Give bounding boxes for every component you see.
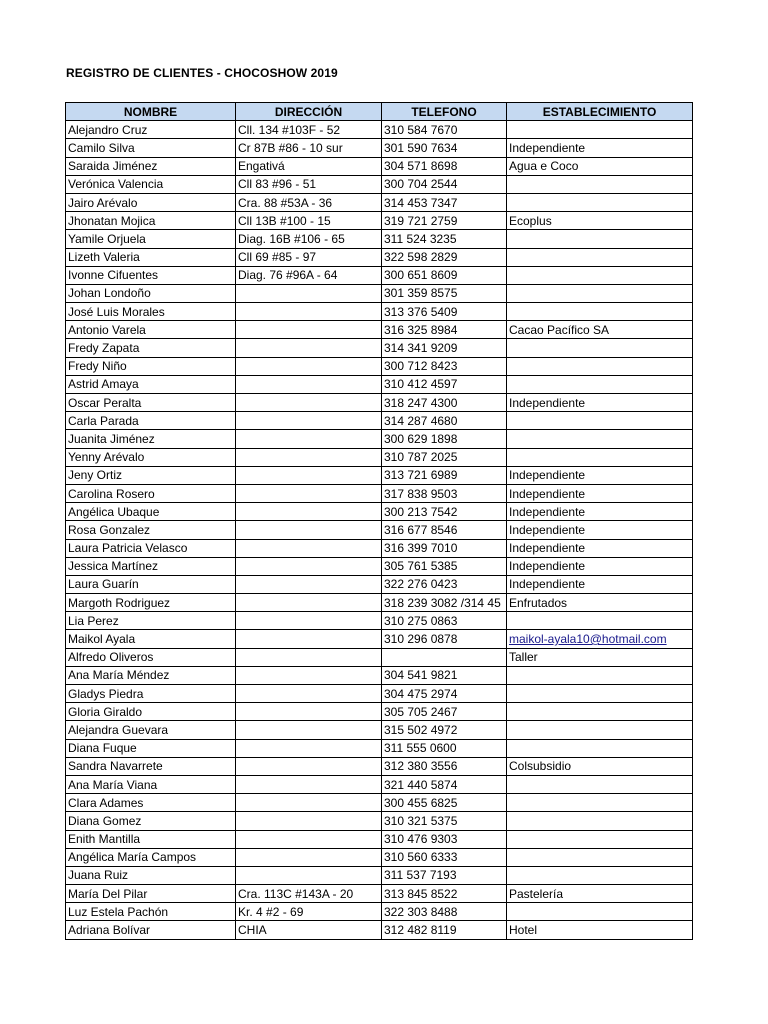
direccion-cell[interactable]: Cr 87B #86 - 10 sur	[236, 139, 382, 157]
table-row	[66, 830, 693, 848]
establecimiento-cell[interactable]	[507, 848, 693, 866]
table-row	[66, 448, 693, 466]
telefono-cell[interactable]: 321 440 5874	[382, 775, 507, 793]
direccion-cell[interactable]	[236, 375, 382, 393]
table-row	[66, 612, 693, 630]
nombre-cell[interactable]: Carolina Rosero	[66, 484, 236, 502]
table-row	[66, 630, 693, 648]
nombre-cell[interactable]: Verónica Valencia	[66, 175, 236, 193]
direccion-cell[interactable]	[236, 812, 382, 830]
table-row	[66, 921, 693, 939]
nombre-cell[interactable]: Carla Parada	[66, 412, 236, 430]
establecimiento-cell[interactable]	[507, 903, 693, 921]
direccion-cell[interactable]	[236, 503, 382, 521]
direccion-cell[interactable]	[236, 357, 382, 375]
nombre-cell[interactable]: Angélica Ubaque	[66, 503, 236, 521]
establecimiento-cell[interactable]: Colsubsidio	[507, 757, 693, 775]
nombre-cell[interactable]: Enith Mantilla	[66, 830, 236, 848]
table-row	[66, 230, 693, 248]
telefono-cell[interactable]: 305 761 5385	[382, 557, 507, 575]
nombre-cell[interactable]: Diana Gomez	[66, 812, 236, 830]
direccion-cell[interactable]: Cll 13B #100 - 15	[236, 212, 382, 230]
telefono-cell[interactable]: 300 704 2544	[382, 175, 507, 193]
direccion-cell[interactable]: Cll 83 #96 - 51	[236, 175, 382, 193]
establecimiento-cell[interactable]	[507, 266, 693, 284]
telefono-cell[interactable]: 310 275 0863	[382, 612, 507, 630]
establecimiento-cell[interactable]	[507, 193, 693, 211]
nombre-cell[interactable]: Jessica Martínez	[66, 557, 236, 575]
table-row	[66, 721, 693, 739]
telefono-cell[interactable]: 310 560 6333	[382, 848, 507, 866]
table-row	[66, 193, 693, 211]
direccion-cell[interactable]	[236, 412, 382, 430]
table-row	[66, 139, 693, 157]
table-row	[66, 412, 693, 430]
table-row	[66, 503, 693, 521]
table-row	[66, 812, 693, 830]
table-row	[66, 303, 693, 321]
nombre-cell[interactable]: Camilo Silva	[66, 139, 236, 157]
table-row	[66, 685, 693, 703]
nombre-cell[interactable]: Diana Fuque	[66, 739, 236, 757]
telefono-cell[interactable]: 314 287 4680	[382, 412, 507, 430]
table-row	[66, 575, 693, 593]
establecimiento-cell[interactable]: Independiente	[507, 394, 693, 412]
nombre-cell[interactable]: Oscar Peralta	[66, 394, 236, 412]
telefono-cell[interactable]: 310 584 7670	[382, 121, 507, 139]
telefono-cell[interactable]: 300 651 8609	[382, 266, 507, 284]
table-row	[66, 775, 693, 793]
telefono-cell[interactable]: 304 571 8698	[382, 157, 507, 175]
table-body	[66, 121, 693, 939]
establecimiento-cell[interactable]	[507, 866, 693, 884]
nombre-cell[interactable]: Lia Perez	[66, 612, 236, 630]
table-row	[66, 321, 693, 339]
nombre-cell[interactable]: Gladys Piedra	[66, 685, 236, 703]
establecimiento-cell[interactable]	[507, 339, 693, 357]
table-row	[66, 375, 693, 393]
establecimiento-cell[interactable]	[507, 794, 693, 812]
nombre-cell[interactable]: Margoth Rodriguez	[66, 594, 236, 612]
nombre-cell[interactable]: José Luis Morales	[66, 303, 236, 321]
direccion-cell[interactable]: Cra. 113C #143A - 20	[236, 885, 382, 903]
telefono-cell[interactable]: 310 296 0878	[382, 630, 507, 648]
table-row	[66, 284, 693, 302]
table-row	[66, 121, 693, 139]
establecimiento-cell[interactable]	[507, 812, 693, 830]
establecimiento-cell[interactable]	[507, 685, 693, 703]
direccion-cell[interactable]	[236, 648, 382, 666]
table-row	[66, 848, 693, 866]
telefono-cell[interactable]: 316 677 8546	[382, 521, 507, 539]
telefono-cell[interactable]: 305 705 2467	[382, 703, 507, 721]
nombre-cell[interactable]: Laura Patricia Velasco	[66, 539, 236, 557]
direccion-cell[interactable]: Cll. 134 #103F - 52	[236, 121, 382, 139]
table-row	[66, 248, 693, 266]
table-row	[66, 794, 693, 812]
direccion-cell[interactable]	[236, 430, 382, 448]
table-row	[66, 175, 693, 193]
establecimiento-cell[interactable]	[507, 121, 693, 139]
direccion-cell[interactable]	[236, 775, 382, 793]
column-header-direccion[interactable]: DIRECCIÓN	[236, 103, 382, 121]
telefono-cell[interactable]: 318 247 4300	[382, 394, 507, 412]
direccion-cell[interactable]	[236, 685, 382, 703]
direccion-cell[interactable]	[236, 630, 382, 648]
telefono-cell[interactable]: 312 482 8119	[382, 921, 507, 939]
nombre-cell[interactable]: Jeny Ortiz	[66, 466, 236, 484]
nombre-cell[interactable]: Gloria Giraldo	[66, 703, 236, 721]
nombre-cell[interactable]: Ivonne Cifuentes	[66, 266, 236, 284]
direccion-cell[interactable]	[236, 539, 382, 557]
establecimiento-cell[interactable]: Independiente	[507, 521, 693, 539]
nombre-cell[interactable]: Astrid Amaya	[66, 375, 236, 393]
establecimiento-cell[interactable]	[507, 666, 693, 684]
telefono-cell[interactable]	[382, 648, 507, 666]
table-row	[66, 157, 693, 175]
table-row	[66, 466, 693, 484]
establecimiento-cell[interactable]	[507, 357, 693, 375]
establecimiento-cell[interactable]: Independiente	[507, 575, 693, 593]
establecimiento-cell[interactable]: Ecoplus	[507, 212, 693, 230]
establecimiento-cell[interactable]	[507, 775, 693, 793]
establecimiento-cell[interactable]	[507, 230, 693, 248]
establecimiento-cell[interactable]	[507, 830, 693, 848]
establecimiento-cell[interactable]: Agua e Coco	[507, 157, 693, 175]
table-row	[66, 666, 693, 684]
direccion-cell[interactable]	[236, 866, 382, 884]
telefono-cell[interactable]: 304 541 9821	[382, 666, 507, 684]
nombre-cell[interactable]: Adriana Bolívar	[66, 921, 236, 939]
telefono-cell[interactable]: 301 590 7634	[382, 139, 507, 157]
telefono-cell[interactable]: 314 453 7347	[382, 193, 507, 211]
establecimiento-cell[interactable]: Hotel	[507, 921, 693, 939]
table-row	[66, 648, 693, 666]
telefono-cell[interactable]: 304 475 2974	[382, 685, 507, 703]
nombre-cell[interactable]: Clara Adames	[66, 794, 236, 812]
direccion-cell[interactable]	[236, 575, 382, 593]
table-row	[66, 903, 693, 921]
direccion-cell[interactable]	[236, 666, 382, 684]
nombre-cell[interactable]: Ana María Viana	[66, 775, 236, 793]
establecimiento-cell[interactable]	[507, 703, 693, 721]
nombre-cell[interactable]: Luz Estela Pachón	[66, 903, 236, 921]
telefono-cell[interactable]: 311 537 7193	[382, 866, 507, 884]
direccion-cell[interactable]	[236, 484, 382, 502]
telefono-cell[interactable]: 322 276 0423	[382, 575, 507, 593]
establecimiento-cell[interactable]: Enfrutados	[507, 594, 693, 612]
establecimiento-cell[interactable]	[507, 630, 693, 648]
establecimiento-cell[interactable]: Taller	[507, 648, 693, 666]
direccion-cell[interactable]: Diag. 76 #96A - 64	[236, 266, 382, 284]
establecimiento-cell[interactable]: Pastelería	[507, 885, 693, 903]
direccion-cell[interactable]: CHIA	[236, 921, 382, 939]
telefono-cell[interactable]: 319 721 2759	[382, 212, 507, 230]
table-row	[66, 739, 693, 757]
nombre-cell[interactable]: Saraida Jiménez	[66, 157, 236, 175]
nombre-cell[interactable]: María Del Pilar	[66, 885, 236, 903]
nombre-cell[interactable]: Yamile Orjuela	[66, 230, 236, 248]
nombre-cell[interactable]: Angélica María Campos	[66, 848, 236, 866]
nombre-cell[interactable]: Sandra Navarrete	[66, 757, 236, 775]
telefono-cell[interactable]: 315 502 4972	[382, 721, 507, 739]
nombre-cell[interactable]: Jairo Arévalo	[66, 193, 236, 211]
nombre-cell[interactable]: Yenny Arévalo	[66, 448, 236, 466]
direccion-cell[interactable]: Kr. 4 #2 - 69	[236, 903, 382, 921]
establecimiento-cell[interactable]	[507, 175, 693, 193]
telefono-cell[interactable]: 300 712 8423	[382, 357, 507, 375]
establecimiento-cell[interactable]: Independiente	[507, 503, 693, 521]
direccion-cell[interactable]	[236, 557, 382, 575]
table-row	[66, 394, 693, 412]
clients-table	[65, 102, 693, 940]
direccion-cell[interactable]	[236, 830, 382, 848]
establecimiento-cell[interactable]: Independiente	[507, 539, 693, 557]
direccion-cell[interactable]	[236, 703, 382, 721]
column-header-telefono[interactable]: TELEFONO	[382, 103, 507, 121]
establecimiento-cell[interactable]	[507, 430, 693, 448]
direccion-cell[interactable]	[236, 448, 382, 466]
direccion-cell[interactable]	[236, 594, 382, 612]
nombre-cell[interactable]: Alejandra Guevara	[66, 721, 236, 739]
nombre-cell[interactable]: Jhonatan Mojica	[66, 212, 236, 230]
establecimiento-cell[interactable]	[507, 739, 693, 757]
sheet-title: REGISTRO DE CLIENTES - CHOCOSHOW 2019	[66, 66, 338, 80]
nombre-cell[interactable]: Maikol Ayala	[66, 630, 236, 648]
telefono-cell[interactable]: 313 721 6989	[382, 466, 507, 484]
nombre-cell[interactable]: Antonio Varela	[66, 321, 236, 339]
table-row	[66, 594, 693, 612]
nombre-cell[interactable]: Lizeth Valeria	[66, 248, 236, 266]
nombre-cell[interactable]: Alejandro Cruz	[66, 121, 236, 139]
direccion-cell[interactable]	[236, 466, 382, 484]
direccion-cell[interactable]	[236, 284, 382, 302]
direccion-cell[interactable]	[236, 303, 382, 321]
table-row	[66, 539, 693, 557]
telefono-cell[interactable]: 322 303 8488	[382, 903, 507, 921]
column-header-nombre[interactable]: NOMBRE	[66, 103, 236, 121]
direccion-cell[interactable]: Engativá	[236, 157, 382, 175]
nombre-cell[interactable]: Juanita Jiménez	[66, 430, 236, 448]
establecimiento-cell[interactable]	[507, 248, 693, 266]
establecimiento-cell[interactable]	[507, 303, 693, 321]
direccion-cell[interactable]	[236, 721, 382, 739]
table-row	[66, 521, 693, 539]
table-row	[66, 339, 693, 357]
establecimiento-cell[interactable]	[507, 375, 693, 393]
telefono-cell[interactable]: 310 412 4597	[382, 375, 507, 393]
establecimiento-cell[interactable]	[507, 721, 693, 739]
telefono-cell[interactable]: 317 838 9503	[382, 484, 507, 502]
direccion-cell[interactable]	[236, 848, 382, 866]
establecimiento-cell[interactable]: Cacao Pacífico SA	[507, 321, 693, 339]
table-row	[66, 484, 693, 502]
direccion-cell[interactable]	[236, 339, 382, 357]
establecimiento-cell[interactable]: Independiente	[507, 466, 693, 484]
telefono-cell[interactable]: 311 555 0600	[382, 739, 507, 757]
telefono-cell[interactable]: 313 845 8522	[382, 885, 507, 903]
direccion-cell[interactable]: Cll 69 #85 - 97	[236, 248, 382, 266]
table-row	[66, 266, 693, 284]
telefono-cell[interactable]: 300 213 7542	[382, 503, 507, 521]
header-row	[66, 103, 693, 121]
establecimiento-cell[interactable]	[507, 284, 693, 302]
direccion-cell[interactable]	[236, 794, 382, 812]
table-row	[66, 866, 693, 884]
nombre-cell[interactable]: Rosa Gonzalez	[66, 521, 236, 539]
nombre-cell[interactable]: Fredy Niño	[66, 357, 236, 375]
establecimiento-cell[interactable]	[507, 448, 693, 466]
telefono-cell[interactable]: 318 239 3082 /314 45	[382, 594, 507, 612]
direccion-cell[interactable]: Cra. 88 #53A - 36	[236, 193, 382, 211]
table-row	[66, 703, 693, 721]
telefono-cell[interactable]: 300 629 1898	[382, 430, 507, 448]
establecimiento-cell[interactable]: Independiente	[507, 484, 693, 502]
nombre-cell[interactable]: Alfredo Oliveros	[66, 648, 236, 666]
telefono-cell[interactable]: 310 787 2025	[382, 448, 507, 466]
telefono-cell[interactable]: 300 455 6825	[382, 794, 507, 812]
direccion-cell[interactable]	[236, 394, 382, 412]
column-header-establecimiento[interactable]: ESTABLECIMIENTO	[507, 103, 693, 121]
telefono-cell[interactable]: 316 399 7010	[382, 539, 507, 557]
establecimiento-cell[interactable]	[507, 612, 693, 630]
nombre-cell[interactable]: Fredy Zapata	[66, 339, 236, 357]
nombre-cell[interactable]: Johan Londoño	[66, 284, 236, 302]
telefono-cell[interactable]: 301 359 8575	[382, 284, 507, 302]
direccion-cell[interactable]	[236, 757, 382, 775]
telefono-cell[interactable]: 311 524 3235	[382, 230, 507, 248]
direccion-cell[interactable]	[236, 321, 382, 339]
establecimiento-cell[interactable]: Independiente	[507, 139, 693, 157]
telefono-cell[interactable]: 322 598 2829	[382, 248, 507, 266]
table-row	[66, 357, 693, 375]
direccion-cell[interactable]: Diag. 16B #106 - 65	[236, 230, 382, 248]
nombre-cell[interactable]: Juana Ruiz	[66, 866, 236, 884]
direccion-cell[interactable]	[236, 612, 382, 630]
nombre-cell[interactable]: Ana María Méndez	[66, 666, 236, 684]
telefono-cell[interactable]: 310 321 5375	[382, 812, 507, 830]
email-link[interactable]: maikol-ayala10@hotmail.com	[509, 632, 667, 647]
telefono-cell[interactable]: 313 376 5409	[382, 303, 507, 321]
direccion-cell[interactable]	[236, 521, 382, 539]
table-row	[66, 757, 693, 775]
establecimiento-cell[interactable]: Independiente	[507, 557, 693, 575]
telefono-cell[interactable]: 314 341 9209	[382, 339, 507, 357]
table-row	[66, 557, 693, 575]
establecimiento-cell[interactable]	[507, 412, 693, 430]
nombre-cell[interactable]: Laura Guarín	[66, 575, 236, 593]
telefono-cell[interactable]: 310 476 9303	[382, 830, 507, 848]
table-row	[66, 885, 693, 903]
table-row	[66, 430, 693, 448]
direccion-cell[interactable]	[236, 739, 382, 757]
telefono-cell[interactable]: 316 325 8984	[382, 321, 507, 339]
table-row	[66, 212, 693, 230]
telefono-cell[interactable]: 312 380 3556	[382, 757, 507, 775]
